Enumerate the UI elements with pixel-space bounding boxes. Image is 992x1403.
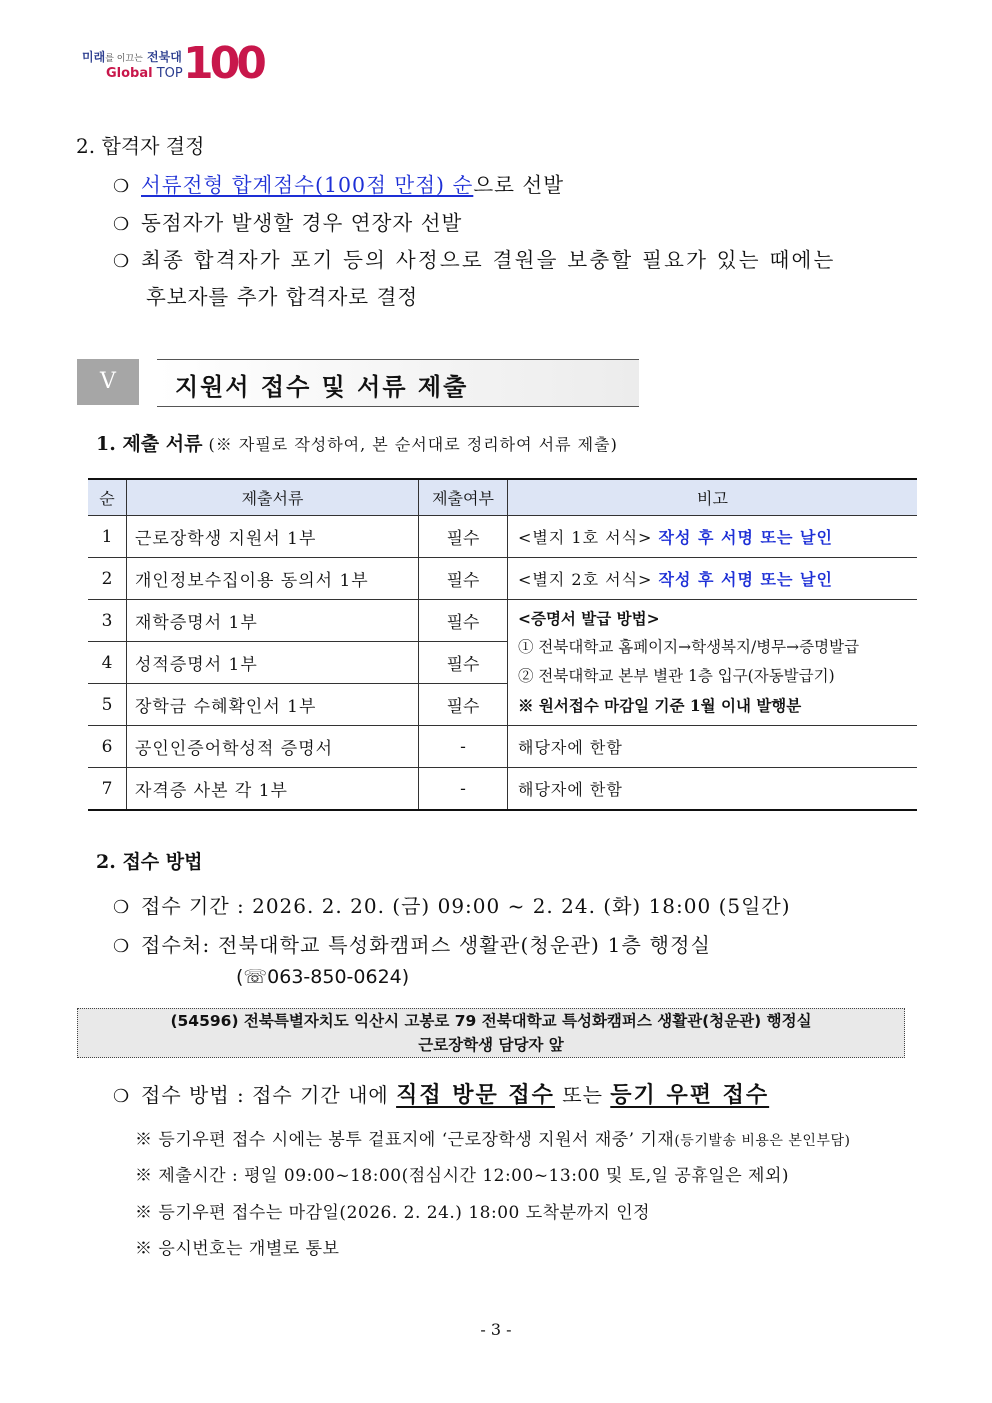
row-required: 필수	[419, 684, 508, 726]
row-no: 7	[88, 768, 127, 811]
logo-global-top	[106, 66, 183, 81]
row-remark	[508, 558, 918, 600]
receipt-method-visit: 직접 방문 접수	[396, 1082, 555, 1108]
remark-form: <별지 1호 서식>	[518, 528, 653, 547]
page-number: - 3 -	[480, 1320, 512, 1339]
cert-issue-remark	[508, 600, 918, 726]
docs-heading: 1. 제출 서류	[96, 433, 203, 455]
logo-number: 100	[183, 38, 263, 89]
cert-issue-title: <증명서 발급 방법>	[518, 609, 660, 628]
logo-slogan-small: 를 이끄는	[105, 54, 143, 64]
cert-issue-step-2: ② 전북대학교 본부 별관 1층 입구(자동발급기)	[518, 667, 835, 685]
circle-bullet-icon: ❍	[113, 251, 132, 272]
row-remark: 해당자에 한함	[508, 768, 918, 811]
receipt-note-1-text: ※ 등기우편 접수 시에는 봉투 겉표지에 ‘근로장학생 지원서 재중’ 기재	[135, 1130, 675, 1150]
documents-table	[88, 478, 917, 811]
section-title: 지원서 접수 및 서류 제출	[175, 373, 469, 401]
receipt-period: 접수 기간 : 2026. 2. 20. (금) 09:00 ~ 2. 24. (화) 18:00 (5일간)	[141, 894, 791, 918]
cert-issue-step-1: ① 전북대학교 홈페이지→학생복지/병무→증명발급	[518, 638, 860, 656]
row-no: 6	[88, 726, 127, 768]
row-doc-name: 자격증 사본 각 1부	[127, 768, 419, 811]
receipt-method-mail: 등기 우편 접수	[610, 1082, 770, 1108]
row-required: 필수	[419, 600, 508, 642]
circle-bullet-icon: ❍	[113, 936, 131, 957]
section-heading-selection: 2. 합격자 결정	[76, 134, 205, 158]
table-row	[88, 600, 917, 642]
selection-item-2-text: 동점자가 발생할 경우 연장자 선발	[141, 211, 463, 235]
selection-item-3-continuation: 후보자를 추가 합격자로 결정	[146, 285, 419, 309]
col-header-required: 제출여부	[419, 479, 508, 516]
row-required: 필수	[419, 516, 508, 558]
receipt-note-4: ※ 응시번호는 개별로 통보	[135, 1239, 340, 1259]
mailing-address-line1: (54596) 전북특별자치도 익산시 고봉로 79 전북대학교 특성화캠퍼스 생활관(청운관) 행정실	[170, 1012, 812, 1030]
selection-item-1	[113, 168, 564, 198]
selection-item-3-text: 최종 합격자가 포기 등의 사정으로 결원을 보충할 필요가 있는 때에는	[141, 248, 836, 272]
row-required: -	[419, 726, 508, 768]
receipt-heading: 2. 접수 방법	[96, 851, 203, 873]
row-doc-name: 재학증명서 1부	[127, 600, 419, 642]
row-doc-name: 성적증명서 1부	[127, 642, 419, 684]
receipt-method-prefix: 접수 방법 : 접수 기간 내에	[141, 1083, 389, 1107]
row-no: 5	[88, 684, 127, 726]
logo-slogan	[82, 48, 182, 65]
receipt-period-line	[113, 890, 791, 919]
mailing-address-line2: 근로장학생 담당자 앞	[418, 1036, 564, 1054]
row-required: 필수	[419, 558, 508, 600]
circle-bullet-icon: ❍	[113, 897, 131, 918]
table-header-row	[88, 479, 917, 516]
row-doc-name: 근로장학생 지원서 1부	[127, 516, 419, 558]
docs-heading-line	[96, 429, 618, 456]
row-doc-name: 개인정보수집이용 동의서 1부	[127, 558, 419, 600]
docs-note: (※ 자필로 작성하여, 본 순서대로 정리하여 서류 제출)	[208, 435, 618, 454]
row-required: -	[419, 768, 508, 811]
receipt-note-1-small: (등기발송 비용은 본인부담)	[674, 1133, 851, 1149]
receipt-place: 접수처: 전북대학교 특성화캠퍼스 생활관(청운관) 1층 행정실	[141, 933, 712, 957]
receipt-place-line	[113, 929, 711, 958]
logo-global: Global	[106, 66, 153, 81]
row-no: 3	[88, 600, 127, 642]
remark-form: <별지 2호 서식>	[518, 570, 653, 589]
section-number: Ⅴ	[77, 359, 139, 405]
receipt-phone: (☏063-850-0624)	[236, 966, 410, 988]
table-row	[88, 768, 917, 811]
logo-slogan-a: 미래	[82, 50, 106, 64]
circle-bullet-icon: ❍	[113, 176, 131, 197]
table-row	[88, 726, 917, 768]
col-header-no: 순	[88, 479, 127, 516]
table-row	[88, 516, 917, 558]
selection-item-3	[113, 243, 836, 273]
circle-bullet-icon: ❍	[113, 1086, 131, 1107]
remark-instruction: 작성 후 서명 또는 날인	[658, 528, 833, 547]
row-remark	[508, 516, 918, 558]
row-no: 4	[88, 642, 127, 684]
table-row	[88, 558, 917, 600]
university-logo	[76, 38, 263, 89]
row-no: 1	[88, 516, 127, 558]
receipt-note-2: ※ 제출시간 : 평일 09:00~18:00(점심시간 12:00~13:00 및 토,일 공휴일은 제외)	[135, 1166, 790, 1186]
row-doc-name: 장학금 수혜확인서 1부	[127, 684, 419, 726]
cert-issue-validity: ※ 원서접수 마감일 기준 1월 이내 발행분	[518, 696, 802, 715]
row-required: 필수	[419, 642, 508, 684]
row-remark: 해당자에 한함	[508, 726, 918, 768]
section-title-box	[157, 359, 639, 407]
col-header-remark: 비고	[508, 479, 918, 516]
receipt-note-1	[135, 1125, 850, 1150]
receipt-method-or: 또는	[562, 1083, 603, 1107]
selection-criteria: 서류전형 합계점수(100점 만점) 순	[141, 173, 474, 197]
logo-top: TOP	[156, 66, 183, 81]
receipt-note-3: ※ 등기우편 접수는 마감일(2026. 2. 24.) 18:00 도착분까지 인정	[135, 1203, 651, 1223]
mailing-address-box	[77, 1008, 905, 1058]
remark-instruction: 작성 후 서명 또는 날인	[658, 570, 833, 589]
selection-item-2	[113, 206, 462, 236]
selection-item-1-rest: 으로 선발	[473, 173, 565, 197]
row-doc-name: 공인인증어학성적 증명서	[127, 726, 419, 768]
circle-bullet-icon: ❍	[113, 214, 131, 235]
logo-slogan-b: 전북대	[147, 50, 182, 64]
receipt-method-line	[113, 1078, 769, 1109]
row-no: 2	[88, 558, 127, 600]
col-header-doc: 제출서류	[127, 479, 419, 516]
